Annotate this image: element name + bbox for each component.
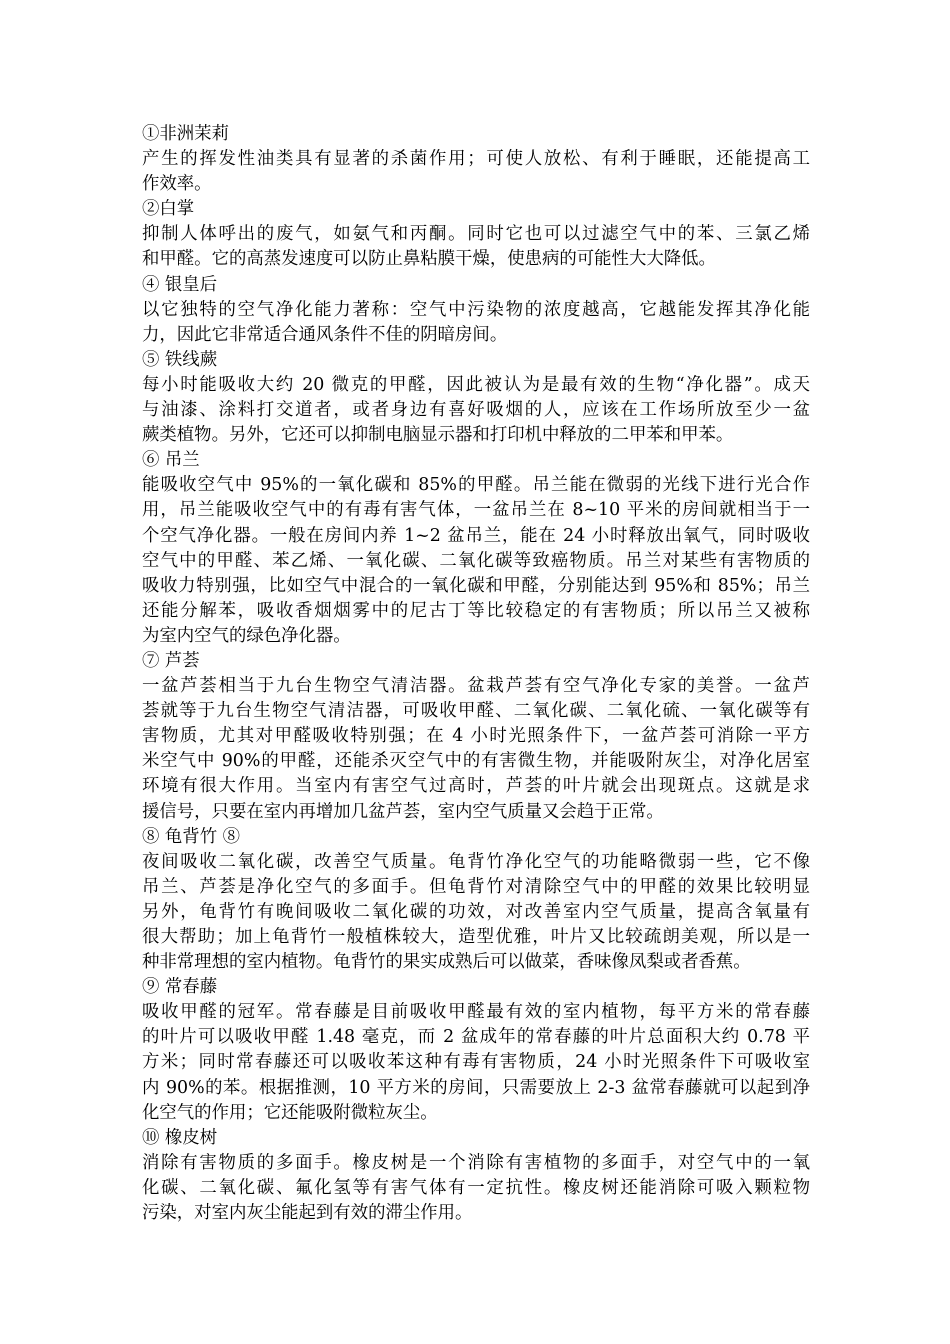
paragraph-line: 抑制人体呼出的废气，如氨气和丙酮。同时它也可以过滤空气中的苯、三氯乙烯 <box>142 224 810 245</box>
paragraph-line: 用，吊兰能吸收空气中的有毒有害气体，一盆吊兰在 8~10 平米的房间就相当于一 <box>142 500 810 521</box>
paragraph-line: 种非常理想的室内植物。龟背竹的果实成熟后可以做菜，香味像凤梨或者香蕉。 <box>142 952 751 973</box>
paragraph-line: 一盆芦荟相当于九台生物空气清洁器。盆栽芦荟有空气净化专家的美誉。一盆芦 <box>142 676 810 697</box>
paragraph-line: 很大帮助；加上龟背竹一般植株较大，造型优雅，叶片又比较疏朗美观，所以是一 <box>142 927 810 947</box>
plant-section <box>142 975 810 1126</box>
section-heading: ④ 银皇后 <box>142 274 218 295</box>
paragraph-line: 和甲醛。它的高蒸发速度可以防止鼻粘膜干燥，使患病的可能性大大降低。 <box>142 249 716 270</box>
section-heading: ⑩ 橡皮树 <box>142 1127 218 1148</box>
paragraph-line: 以它独特的空气净化能力著称：空气中污染物的浓度越高，它越能发挥其净化能 <box>142 299 810 320</box>
paragraph-line: 的叶片可以吸收甲醛 1.48 毫克，而 2 盆成年的常春藤的叶片总面积大约 0.78 平 <box>142 1027 810 1048</box>
plant-section <box>142 649 810 825</box>
section-heading: ⑨ 常春藤 <box>142 977 218 998</box>
paragraph-line: 个空气净化器。一般在房间内养 1~2 盆吊兰，能在 24 小时释放出氧气，同时吸收 <box>142 525 810 546</box>
plant-section <box>142 122 810 197</box>
plant-section <box>142 825 810 976</box>
paragraph-line: 蕨类植物。另外，它还可以抑制电脑显示器和打印机中释放的二甲苯和甲苯。 <box>142 425 734 446</box>
plant-section <box>142 197 810 272</box>
paragraph-line: 与油漆、涂料打交道者，或者身边有喜好吸烟的人，应该在工作场所放至少一盆 <box>142 400 810 421</box>
plant-section <box>142 273 810 348</box>
paragraph-line: 污染，对室内灰尘能起到有效的滞尘作用。 <box>142 1203 473 1224</box>
paragraph-line: 化碳、二氧化碳、氟化氢等有害气体有一定抗性。橡皮树还能消除可吸入颗粒物 <box>142 1177 810 1198</box>
paragraph-line: 米空气中 90%的甲醛，还能杀灭空气中的有害微生物，并能吸附灰尘，对净化居室 <box>142 751 810 772</box>
paragraph-line: 荟就等于九台生物空气清洁器，可吸收甲醛、二氧化碳、二氧化硫、一氧化碳等有 <box>142 701 810 722</box>
paragraph-line: 产生的挥发性油类具有显著的杀菌作用；可使人放松、有利于睡眠，还能提高工 <box>142 149 810 170</box>
plant-section <box>142 1126 810 1226</box>
plant-section <box>142 448 810 649</box>
section-heading: ⑤ 铁线蕨 <box>142 349 218 370</box>
section-heading: ①非洲茉莉 <box>142 124 229 144</box>
paragraph-line: 环境有很大作用。当室内有害空气过高时，芦荟的叶片就会出现斑点。这就是求 <box>142 776 810 797</box>
paragraph-line: 害物质，尤其对甲醛吸收特别强；在 4 小时光照条件下，一盆芦荟可消除一平方 <box>142 726 810 747</box>
document-body <box>142 122 810 1226</box>
section-heading: ⑦ 芦荟 <box>142 650 200 671</box>
paragraph-line: 为室内空气的绿色净化器。 <box>142 625 351 646</box>
paragraph-line: 还能分解苯，吸收香烟烟雾中的尼古丁等比较稳定的有害物质；所以吊兰又被称 <box>142 600 810 621</box>
paragraph-line: 每小时能吸收大约 20 微克的甲醛，因此被认为是最有效的生物“净化器”。成天 <box>142 374 810 395</box>
paragraph-line: 空气中的甲醛、苯乙烯、一氧化碳、二氧化碳等致癌物质。吊兰对某些有害物质的 <box>142 550 810 571</box>
section-heading: ⑥ 吊兰 <box>142 450 200 471</box>
paragraph-line: 吸收甲醛的冠军。常春藤是目前吸收甲醛最有效的室内植物，每平方米的常春藤 <box>142 1002 810 1023</box>
paragraph-line: 内 90%的苯。根据推测，10 平方米的房间，只需要放上 2-3 盆常春藤就可以起到净 <box>142 1077 810 1098</box>
paragraph-line: 夜间吸收二氧化碳，改善空气质量。龟背竹净化空气的功能略微弱一些，它不像 <box>142 851 810 872</box>
paragraph-line: 另外，龟背竹有晚间吸收二氧化碳的功效，对改善室内空气质量，提高含氧量有 <box>142 901 810 922</box>
paragraph-line: 吊兰、芦荟是净化空气的多面手。但龟背竹对清除空气中的甲醛的效果比较明显 <box>142 876 810 897</box>
section-heading: ⑧ 龟背竹 ⑧ <box>142 826 241 847</box>
paragraph-line: 消除有害物质的多面手。橡皮树是一个消除有害植物的多面手，对空气中的一氧 <box>142 1152 810 1173</box>
paragraph-line: 吸收力特别强，比如空气中混合的一氧化碳和甲醛，分别能达到 95%和 85%；吊兰 <box>142 575 810 596</box>
paragraph-line: 力，因此它非常适合通风条件不佳的阴暗房间。 <box>142 324 508 345</box>
section-heading: ②白掌 <box>142 199 195 220</box>
paragraph-line: 作效率。 <box>142 174 212 195</box>
plant-section <box>142 348 810 448</box>
paragraph-line: 方米；同时常春藤还可以吸收苯这种有毒有害物质，24 小时光照条件下可吸收室 <box>142 1052 810 1073</box>
paragraph-line: 化空气的作用；它还能吸附微粒灰尘。 <box>142 1102 438 1123</box>
paragraph-line: 能吸收空气中 95%的一氧化碳和 85%的甲醛。吊兰能在微弱的光线下进行光合作 <box>142 475 810 496</box>
paragraph-line: 援信号，只要在室内再增加几盆芦荟，室内空气质量又会趋于正常。 <box>142 801 664 822</box>
